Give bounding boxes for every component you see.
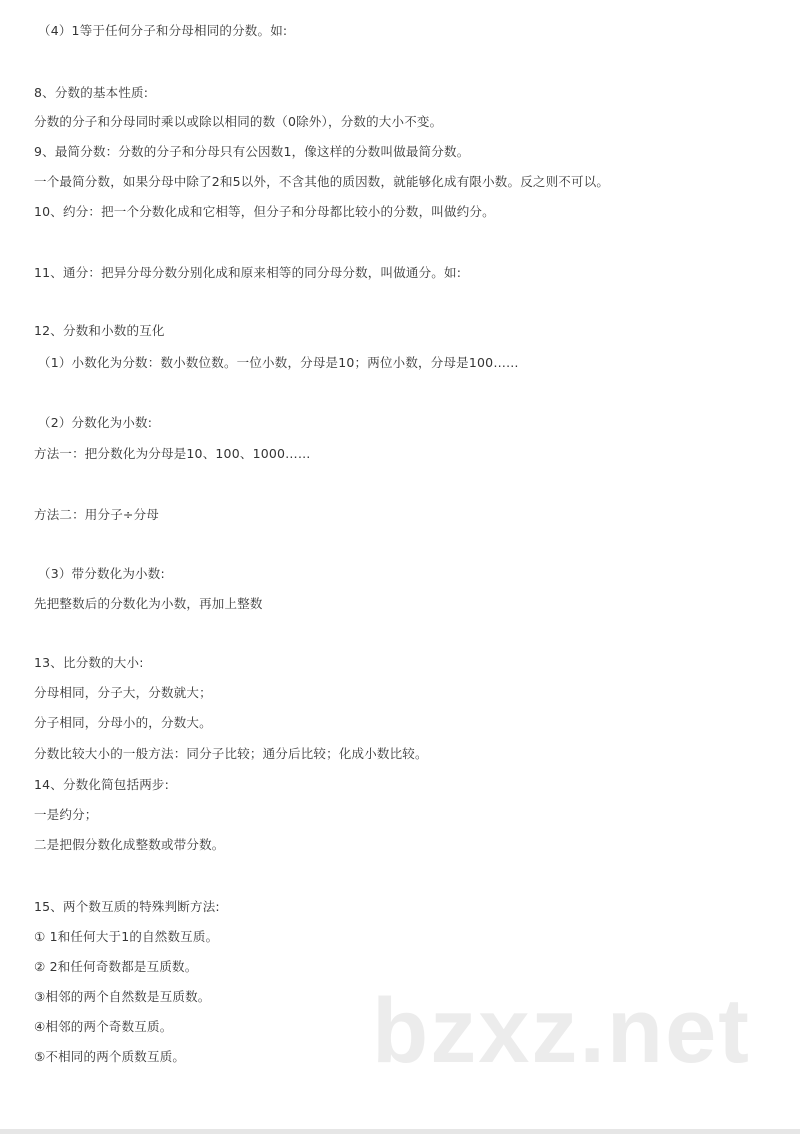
list-item: ④相邻的两个奇数互质。 [34, 1019, 173, 1034]
text-line: 方法一：把分数化为分母是10、100、1000…… [34, 446, 311, 461]
section-heading: 13、比分数的大小: [34, 655, 144, 670]
section-heading: 14、分数化简包括两步: [34, 777, 170, 792]
text-line: 方法二：用分子÷分母 [34, 507, 159, 522]
watermark: bzxz.net [372, 980, 751, 1082]
list-item: ② 2和任何奇数都是互质数。 [34, 959, 198, 974]
section-heading: 8、分数的基本性质: [34, 85, 149, 100]
text-line: 一是约分； [34, 807, 98, 822]
list-item: ⑤不相同的两个质数互质。 [34, 1049, 186, 1064]
text-line: 先把整数后的分数化为小数，再加上整数 [34, 596, 263, 611]
page-bottom-border [0, 1129, 800, 1134]
section-heading: 9、最简分数：分数的分子和分母只有公因数1，像这样的分数叫做最简分数。 [34, 144, 470, 159]
section-heading: 11、通分：把异分母分数分别化成和原来相等的同分母分数，叫做通分。如: [34, 265, 462, 280]
text-line: （3）带分数化为小数: [38, 566, 165, 581]
text-line: 分数比较大小的一般方法：同分子比较；通分后比较；化成小数比较。 [34, 746, 428, 761]
text-line: 一个最简分数，如果分母中除了2和5以外，不含其他的质因数，就能够化成有限小数。反之则不可以。 [34, 174, 610, 189]
list-item: ③相邻的两个自然数是互质数。 [34, 989, 211, 1004]
section-heading: 12、分数和小数的互化 [34, 323, 165, 338]
text-line: 二是把假分数化成整数或带分数。 [34, 837, 225, 852]
text-line: 分数的分子和分母同时乘以或除以相同的数（0除外），分数的大小不变。 [34, 114, 443, 129]
text-line: （4）1等于任何分子和分母相同的分数。如: [38, 23, 288, 38]
section-heading: 15、两个数互质的特殊判断方法: [34, 899, 220, 914]
text-line: （1）小数化为分数：数小数位数。一位小数，分母是10；两位小数，分母是100…… [38, 355, 519, 370]
text-line: 分母相同，分子大，分数就大； [34, 685, 212, 700]
list-item: ① 1和任何大于1的自然数互质。 [34, 929, 219, 944]
section-heading: 10、约分：把一个分数化成和它相等，但分子和分母都比较小的分数，叫做约分。 [34, 204, 495, 219]
text-line: （2）分数化为小数: [38, 415, 153, 430]
text-line: 分子相同，分母小的，分数大。 [34, 715, 212, 730]
